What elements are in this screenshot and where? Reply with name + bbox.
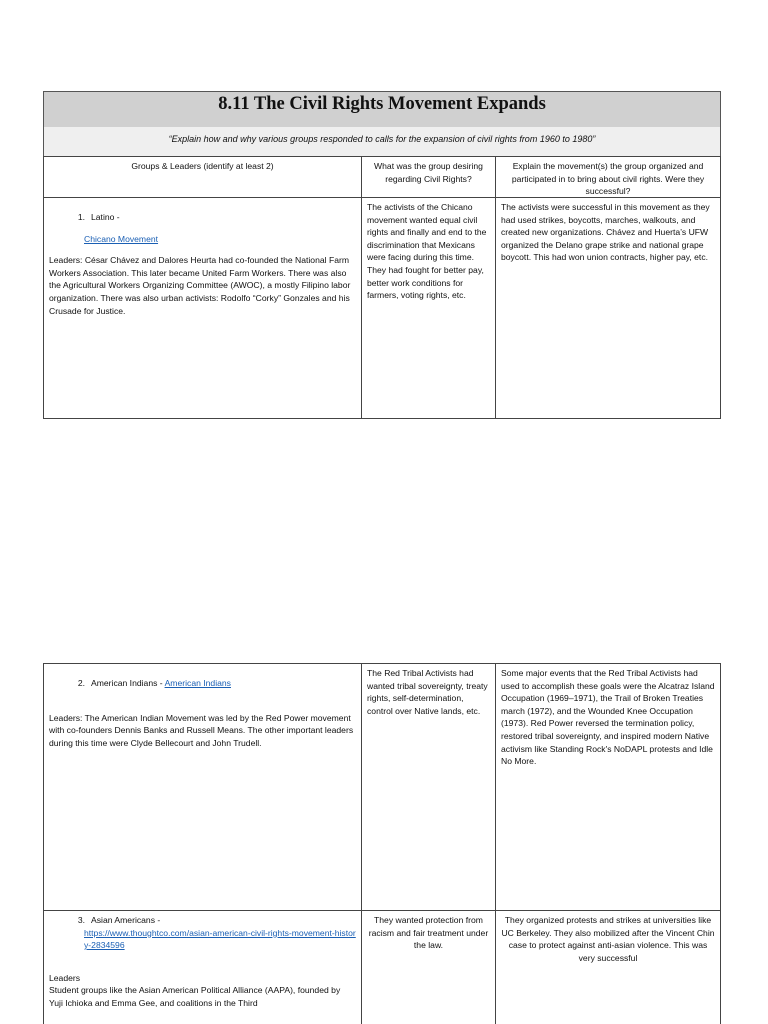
row1-desiring-cell (362, 198, 495, 418)
page-title: 8.11 The Civil Rights Movement Expands (218, 94, 546, 114)
row2-desiring-cell (362, 664, 495, 910)
row3-movement-cell (496, 911, 720, 1024)
row2-groups-cell (44, 664, 361, 910)
row3-group-link[interactable]: https://www.thoughtco.com/asian-american-civil-rights-movement-history-2834596 (84, 927, 356, 951)
row3-movement: They organized protests and strikes at universities like UC Berkeley. They also mobilized after the Vincent Chin case to protect against anti-asian violence. This was very successful (501, 915, 715, 963)
table1-line-bottom (43, 418, 721, 419)
row3-groups-cell (44, 911, 361, 1024)
table1-line-right (720, 156, 721, 419)
row2-group-link[interactable]: American Indians (164, 678, 231, 688)
row1-movement-cell (496, 198, 720, 418)
header-desiring: What was the group desiring regarding Civil Rights? (374, 161, 483, 184)
row3-group-line: 3. Asian Americans - (77, 915, 161, 925)
title-bar (43, 91, 721, 128)
row1-desiring: The activists of the Chicano movement wanted equal civil rights and finally and end to the discrimination that Mexicans were facing during this time. They had fought for better pay, better work conditions for farmers, voting rights, etc. (367, 202, 487, 301)
row2-group-line: 2. American Indians - American Indians (77, 678, 231, 688)
row2-leaders: Leaders: The American Indian Movement was led by the Red Power movement with co-founders Dennis Banks and Russell Means. The other important leaders during this time were Clyde Bellecourt and John Trudell. (49, 712, 354, 748)
row3-desiring: They wanted protection from racism and fair treatment under the law. (368, 915, 489, 951)
row2-desiring: The Red Tribal Activists had wanted tribal sovereignty, treaty rights, self-determination, control over Native lands, etc. (367, 668, 488, 716)
table2-line-right (720, 663, 721, 1024)
row1-movement: The activists were successful in this movement as they had used strikes, boycotts, marches, walkouts, and created new organizations. Chávez and Huerta’s UFW organized the Delano grape strike and national grape boycott. This had won union contracts, higher pay, etc. (501, 202, 710, 263)
row2-movement: Some major events that the Red Tribal Activists had used to accomplish these goals were the Alcatraz Island Occupation (1969–1971), the Trail of Broken Treaties march (1972), and the Wounded Knee Occupation (1973). Red Power reversed the termination policy, restored tribal sovereignty, and inspired modern Native activism like Standing Rock's NoDAPL protests and Idle No More. (501, 668, 715, 767)
row3-leaders: Student groups like the Asian American Political Alliance (AAPA), founded by Yuji Ichioka and Emma Gee, and coalitions in the Third (49, 985, 341, 1008)
row1-leaders: Leaders: César Chávez and Dalores Heurta had co-founded the National Farm Workers Association. This later became United Farm Workers. There was also the Agricultural Workers Organizing Committee (AWOC), a mostly Filipino labor organization. There was also urban activists: Rodolfo “Corky” Gonzales and his Crusade for Justice. (49, 255, 351, 316)
header-movement: Explain the movement(s) the group organized and participated in to bring about civil rights. Were they successful? (511, 161, 705, 197)
header-groups: Groups & Leaders (identify at least 2) (131, 161, 274, 171)
row2-movement-cell (496, 664, 720, 910)
row3-leaders-label: Leaders (49, 972, 81, 983)
prompt-text: “Explain how and why various groups responded to calls for the expansion of civil rights from 1960 to 1980” (168, 134, 596, 144)
prompt-bar (43, 127, 721, 157)
row3-desiring-cell (362, 911, 495, 1024)
row1-group-line: 1. Latino - (77, 212, 120, 222)
row1-group-link[interactable]: Chicano Movement (84, 233, 159, 244)
row1-groups-cell (44, 198, 361, 418)
